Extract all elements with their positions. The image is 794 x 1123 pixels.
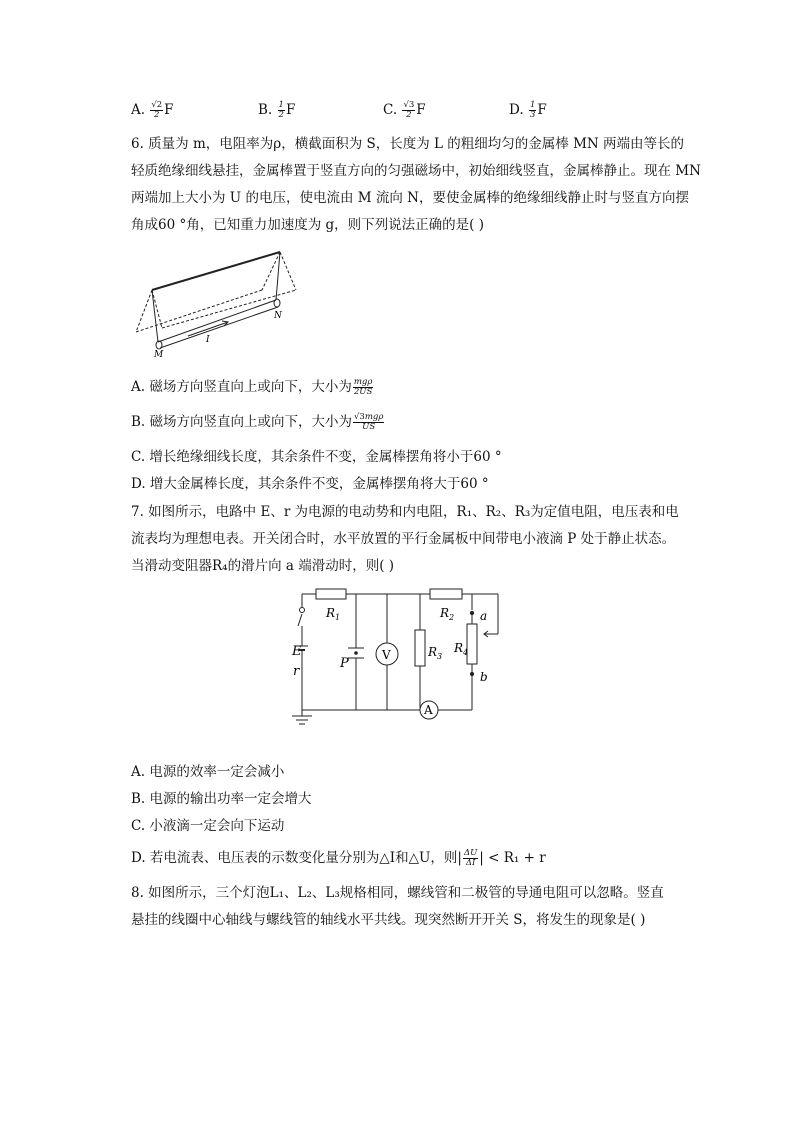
q6-option-b: B. 磁场方向竖直向上或向下，大小为 $\frac{\text{√3mgρ}}{US}$ — [131, 412, 384, 432]
rheostat-r4 — [467, 624, 477, 664]
label-e: E — [292, 644, 302, 659]
resistor-r2 — [430, 589, 462, 599]
q5-option-a: A. $\frac{√2}{2}$ F — [131, 100, 174, 120]
label-p: P — [340, 656, 349, 671]
q7-line-3: 当滑动变阻器R₄的滑片向 a 端滑动时，则( ) — [131, 558, 395, 574]
label-b: b — [480, 670, 488, 684]
label-r1: $R_1$ — [326, 606, 341, 622]
label-v: V — [382, 648, 391, 662]
q5-option-c: C. $\frac{√3}{2}$ F — [383, 100, 426, 120]
resistor-r1 — [316, 589, 346, 599]
q7-line-1: 7. 如图所示，电路中 E、r 为电源的电动势和内电阻，R₁、R₂、R₃为定值电阻，电压表和电 — [131, 504, 679, 520]
q6-line-2: 轻质绝缘细线悬挂，金属棒置于竖直方向的匀强磁场中，初始细线竖直，金属棒静止。现在 MN — [131, 163, 701, 179]
q6-option-a: A. 磁场方向竖直向上或向下，大小为 $\frac{\text{mgρ}}{2US}$ — [131, 377, 373, 397]
q5-option-d: D. $\frac{1}{3}$ F — [509, 100, 547, 120]
label-i: I — [206, 335, 210, 345]
label-r3: $R_3$ — [428, 645, 443, 661]
q8-line-2: 悬挂的线圈中心轴线与螺线管的轴线水平共线。现突然断开开关 S，将发生的现象是( ) — [131, 912, 646, 928]
resistor-r3 — [415, 630, 425, 666]
q8-line-1: 8. 如图所示，三个灯泡L₁、L₂、L₃规格相同，螺线管和二极管的导通电阻可以忽略。竖直 — [131, 885, 664, 901]
q5-option-b: B. $\frac{1}{2}$ F — [258, 100, 296, 120]
switch-blade — [298, 614, 302, 626]
label-r: r — [293, 664, 300, 679]
q7-line-2: 流表均为理想电表。开关闭合时，水平放置的平行金属板中间带电小液滴 P 处于静止状态。 — [131, 531, 676, 547]
label-r4: $R_4$ — [454, 641, 469, 657]
q6-line-3: 两端加上大小为 U 的电压，使电流由 M 流向 N，要使金属棒的绝缘细线静止时与竖直方向摆 — [131, 190, 689, 206]
q6-option-d: D. 增大金属棒长度，其余条件不变，金属棒摆角将大于60 ° — [131, 476, 489, 492]
q7-option-b: B. 电源的输出功率一定会增大 — [131, 791, 312, 807]
q6-line-4: 角成60 °角，已知重力加速度为 g，则下列说法正确的是( ) — [131, 217, 484, 233]
q7-option-d: D. 若电流表、电压表的示数变化量分别为△I和△U，则| $\frac{\Delta U}{\Delta I}$ | < R₁ + r — [131, 848, 546, 868]
q7-option-a: A. 电源的效率一定会减小 — [131, 764, 285, 780]
q6-line-1: 6. 质量为 m，电阻率为ρ，横截面积为 S，长度为 L 的粗细均匀的金属棒 MN 两端由等长的 — [131, 136, 685, 152]
label-ammeter: A — [424, 703, 433, 717]
q7-option-c: C. 小液滴一定会向下运动 — [131, 818, 285, 834]
q6-rod-figure — [128, 244, 308, 362]
q7-circuit-diagram — [286, 582, 516, 737]
q6-option-c: C. 增长绝缘细线长度，其余条件不变，金属棒摆角将小于60 ° — [131, 449, 502, 465]
label-n: N — [274, 311, 282, 321]
label-r2: $R_2$ — [440, 606, 455, 622]
label-a: a — [480, 609, 488, 623]
label-m: M — [154, 350, 164, 360]
support-beam — [152, 252, 280, 290]
